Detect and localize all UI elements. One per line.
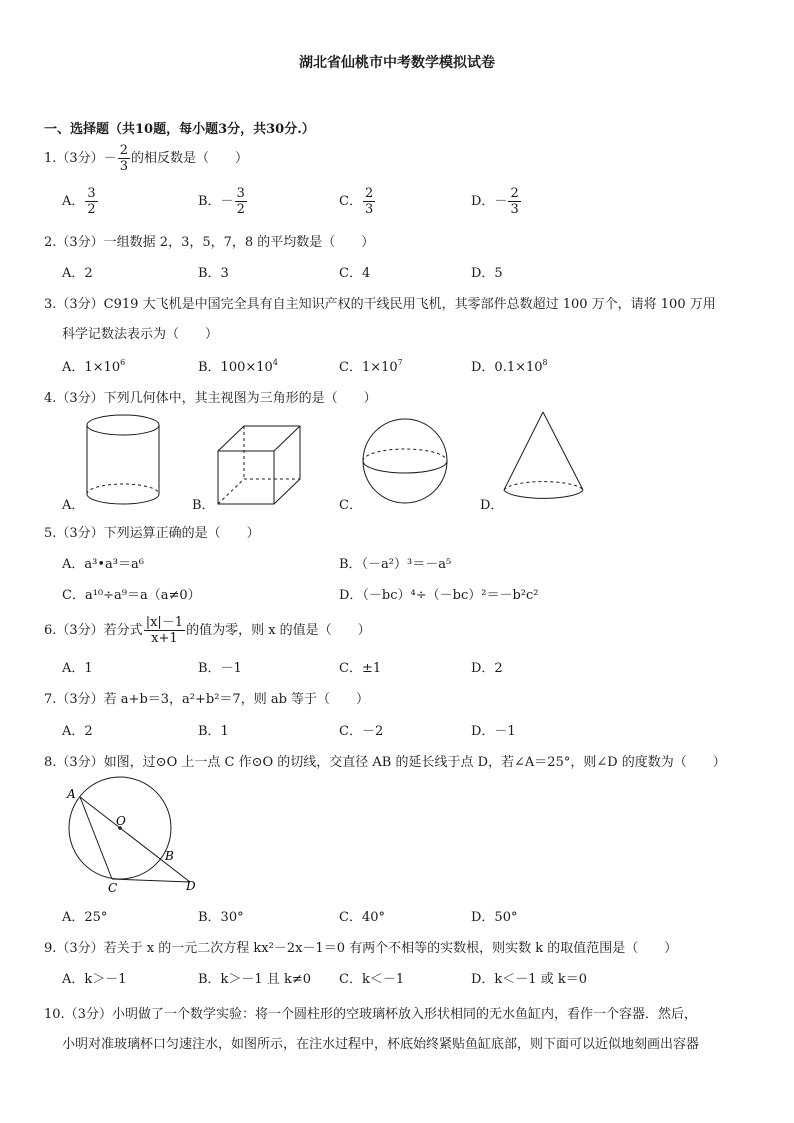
section-heading: 一、选择题（共10题，每小题3分，共30分.） <box>44 122 315 137</box>
q7-option-d: D．－1 <box>471 724 516 739</box>
q6-fraction <box>144 615 185 646</box>
q3-option-c: C．$1\times 10^7$ <box>339 358 403 375</box>
q3-option-d: D．$0.1\times 10^8$ <box>471 358 548 375</box>
q1-option-b: B．－ $\frac{3}{2}$ <box>198 186 245 217</box>
label-point-c: C <box>108 881 118 895</box>
q6-prefix: 6.（3分）若分式 <box>44 623 143 638</box>
q9-option-d: D．k＜－1 或 k＝0 <box>471 972 587 987</box>
cube-figure <box>214 424 314 509</box>
q6-suffix: 的值为零，则 x 的值是（ ） <box>186 623 371 638</box>
q1-option-a: A． $\frac{3}{2}$ <box>62 186 96 217</box>
question-6-stem <box>44 615 371 646</box>
label-point-o: O <box>116 814 126 828</box>
q8-option-a: A．25° <box>62 910 108 925</box>
q3-option-a: A．$1\times 10^6$ <box>62 358 126 375</box>
q5-option-b: B．（－a²）³＝－a⁵ <box>339 557 452 572</box>
question-8-stem: 8.（3分）如图，过⊙O 上一点 C 作⊙O 的切线，交直径 AB 的延长线于点 D，若∠A＝25°，则∠D 的度数为（ ） <box>44 755 726 770</box>
page-title: 湖北省仙桃市中考数学模拟试卷 <box>299 55 495 71</box>
q1-option-c: C． $\frac{2}{3}$ <box>339 186 374 217</box>
q9-option-b: B．k＞－1 且 k≠0 <box>198 972 312 987</box>
label-point-b: B <box>165 849 174 863</box>
q2-option-a: A．2 <box>62 266 93 281</box>
label-point-d: D <box>186 879 196 893</box>
q1-fraction <box>118 143 130 174</box>
q6-option-b: B．－1 <box>198 661 242 676</box>
label-point-a: A <box>67 787 76 801</box>
q2-option-b: B．3 <box>198 266 229 281</box>
question-2-stem: 2.（3分）一组数据 2，3，5，7，8 的平均数是（ ） <box>44 235 375 250</box>
question-5-stem: 5.（3分）下列运算正确的是（ ） <box>44 526 260 541</box>
q6-option-a: A．1 <box>62 661 93 676</box>
q1-option-d: D．－ $\frac{2}{3}$ <box>471 186 519 217</box>
q6-option-d: D．2 <box>471 661 503 676</box>
q5-option-c: C．a¹⁰÷a⁹＝a（a≠0） <box>62 588 201 603</box>
circle-tangent-figure <box>60 780 210 900</box>
q7-option-c: C．－2 <box>339 724 384 739</box>
q4-option-d: D． <box>480 498 504 513</box>
question-10-stem-line1: 10.（3分）小明做了一个数学实验：将一个圆柱形的空玻璃杯放入形状相同的无水鱼缸内，看作一个容器．然后， <box>44 1007 697 1022</box>
q7-option-a: A．2 <box>62 724 93 739</box>
q6-fraction-denominator: x+1 <box>151 631 178 646</box>
q9-option-a: A．k＞－1 <box>62 972 127 987</box>
cone-figure <box>500 410 590 505</box>
cylinder-figure <box>86 414 166 504</box>
q8-option-b: B．30° <box>198 910 244 925</box>
q3-option-b: B．$100\times 10^4$ <box>198 358 278 375</box>
q1-fraction-denominator: 3 <box>119 159 128 174</box>
q7-option-b: B．1 <box>198 724 229 739</box>
q9-option-c: C．k＜－1 <box>339 972 405 987</box>
question-3-stem-line1: 3.（3分）C919 大飞机是中国完全具有自主知识产权的干线民用飞机，其零部件总数超过 100 万个，请将 100 万用 <box>44 297 716 312</box>
sphere-figure <box>362 418 452 508</box>
q8-option-d: D．50° <box>471 910 518 925</box>
q4-option-c: C． <box>339 498 362 513</box>
question-10-stem-line2: 小明对准玻璃杯口匀速注水，如图所示，在注水过程中，杯底始终紧贴鱼缸底部，则下面可以近似地刻画出容器 <box>62 1037 700 1052</box>
q4-option-a: A． <box>62 498 85 513</box>
question-1-stem <box>44 143 248 174</box>
question-3-stem-line2: 科学记数法表示为（ ） <box>62 327 219 342</box>
q2-option-c: C．4 <box>339 266 371 281</box>
q6-fraction-numerator: |x|－1 <box>145 615 184 630</box>
q5-option-a: A．a³•a³＝a⁶ <box>62 557 144 572</box>
question-4-stem: 4.（3分）下列几何体中，其主视图为三角形的是（ ） <box>44 391 377 406</box>
q2-option-d: D．5 <box>471 266 503 281</box>
q1-prefix: 1.（3分）－ <box>44 151 117 166</box>
q8-option-c: C．40° <box>339 910 385 925</box>
q6-option-c: C．±1 <box>339 661 382 676</box>
q1-suffix: 的相反数是（ ） <box>130 151 248 166</box>
question-7-stem: 7.（3分）若 a+b＝3，a²+b²＝7，则 ab 等于（ ） <box>44 692 370 707</box>
q4-option-b: B． <box>192 498 215 513</box>
q5-option-d: D．（－bc）⁴÷（－bc）²＝－b²c² <box>339 588 539 603</box>
q1-fraction-numerator: 2 <box>119 143 128 158</box>
question-9-stem: 9.（3分）若关于 x 的一元二次方程 kx²－2x－1＝0 有两个不相等的实数根，则实数 k 的取值范围是（ ） <box>44 941 678 956</box>
